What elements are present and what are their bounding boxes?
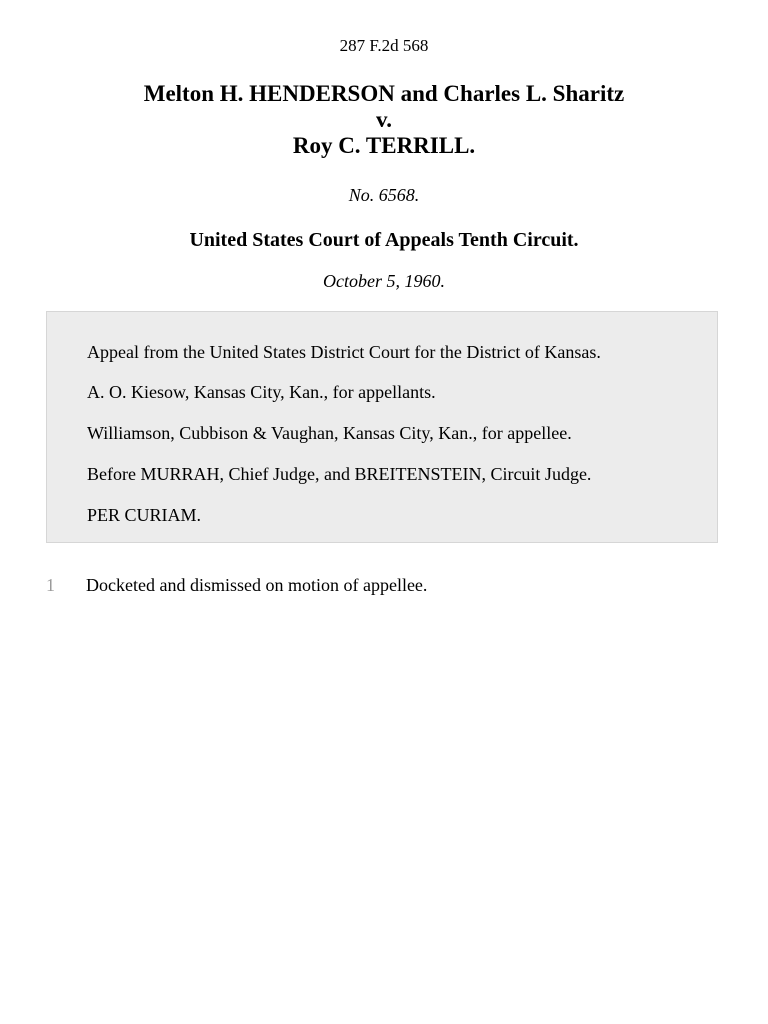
appeal-origin-line: Appeal from the United States District Court for the District of Kansas. <box>87 342 601 362</box>
case-summary-box <box>46 311 718 543</box>
court-name: United States Court of Appeals Tenth Circuit. <box>189 229 579 251</box>
versus-label: v. <box>376 107 392 132</box>
paragraph-number: 1 <box>46 575 55 595</box>
docket-number: No. 6568. <box>348 185 420 205</box>
paragraph-text: Docketed and dismissed on motion of appellee. <box>86 575 428 595</box>
appellants-name: Melton H. HENDERSON and Charles L. Sharitz <box>143 81 625 106</box>
appellee-name: Roy C. TERRILL. <box>292 133 476 158</box>
per-curiam-line: PER CURIAM. <box>87 505 202 525</box>
appellants-counsel-line: A. O. Kiesow, Kansas City, Kan., for appellants. <box>87 382 436 402</box>
judges-line: Before MURRAH, Chief Judge, and BREITENSTEIN, Circuit Judge. <box>87 464 592 484</box>
appellee-counsel-line: Williamson, Cubbison & Vaughan, Kansas City, Kan., for appellee. <box>87 423 572 443</box>
decision-date: October 5, 1960. <box>323 271 445 291</box>
opinion-paragraph <box>0 574 768 598</box>
case-title <box>0 81 768 159</box>
case-citation: 287 F.2d 568 <box>339 36 429 55</box>
